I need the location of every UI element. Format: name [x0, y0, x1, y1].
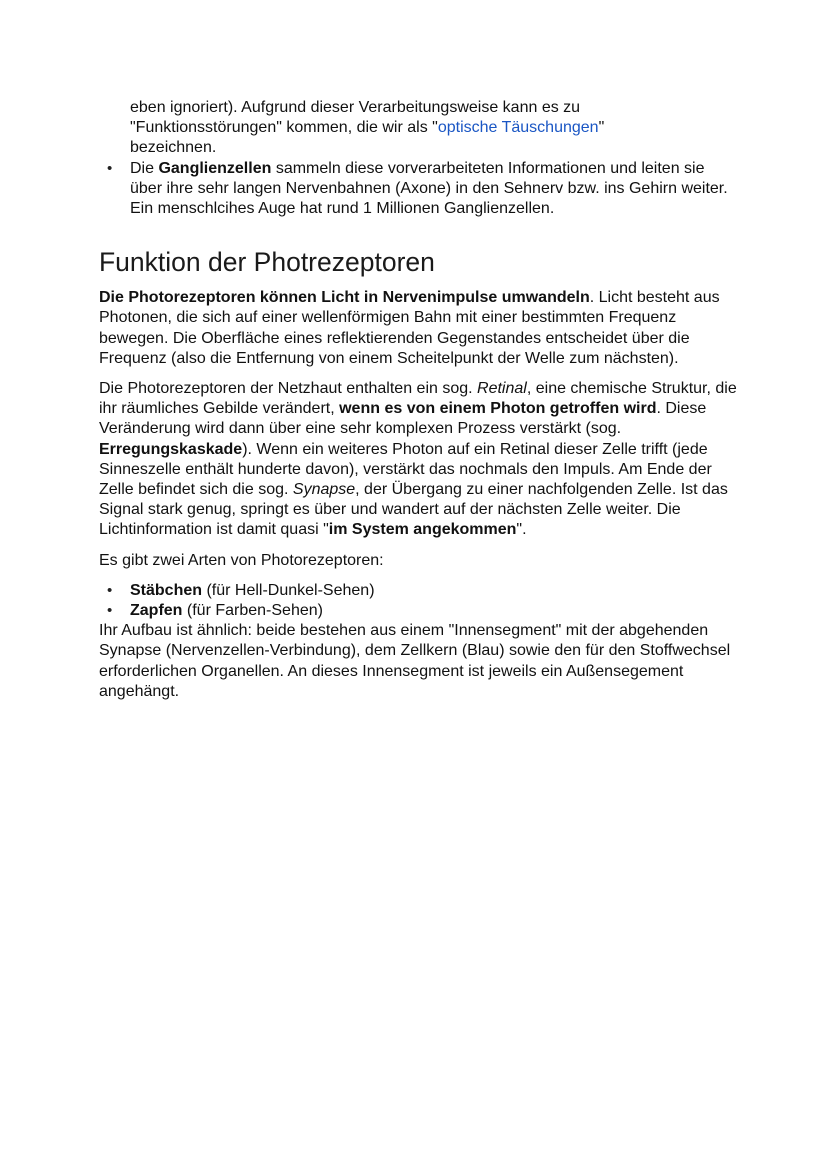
receptor-type-list: [99, 581, 739, 621]
list-item-ganglion-cells: • Die Ganglienzellen sammeln diese vorverarbeiteten Informationen und leiten sie über ihre sehr langen Nervenbahnen (Axone) in den Sehnerv bzw. ins Gehirn weiter. Ein menschlcihes Auge hat rund 1 Millionen Ganglienzellen.: [99, 159, 739, 220]
term-excitation-cascade: Erregungskaskade: [99, 440, 243, 458]
term-retinal: Retinal: [477, 380, 527, 398]
bold-statement: Die Photorezeptoren können Licht in Nervenimpulse umwandeln: [99, 289, 590, 307]
list-item-cones: • Zapfen (für Farben-Sehen): [99, 601, 739, 621]
optical-illusions-link[interactable]: optische Täuschungen: [437, 119, 599, 137]
bold-arrived-in-system: im System angekommen: [328, 521, 517, 539]
list-item-rods: • Stäbchen (für Hell-Dunkel-Sehen): [99, 581, 739, 601]
continued-line-1: eben ignoriert). Aufgrund dieser Verarbeitungsweise kann es zu: [130, 99, 581, 116]
paragraph-two-types: Es gibt zwei Arten von Photorezeptoren:: [99, 551, 384, 569]
paragraph-retinal: Die Photorezeptoren der Netzhaut enthalten ein sog. Retinal, eine chemische Struktur, die ihr räumliches Gebilde verändert, wenn es von einem Photon getroffen wird. Diese Veränderung wird dann über eine sehr komplexen Prozess verstärkt (sog. Erregungskaskade). Wenn ein weiteres Photon auf ein Retinal dieser Zelle trifft (jede Sinneszelle enthält hunderte davon), verstärkt das nochmals den Impuls. Am Ende der Zelle befindet sich die sog. Synapse, der Übergang zu einer nachfolgenden Zelle. Ist das Signal stark genug, springt es über und wandert auf der nächsten Zelle weiter. Die Lichtinformation ist damit quasi "im System angekommen".: [99, 380, 737, 539]
term-synapse: Synapse: [292, 481, 356, 499]
continued-line-3: bezeichnen.: [130, 139, 217, 157]
paragraph-photon-conversion: Die Photorezeptoren können Licht in Nervenimpulse umwandeln. Licht besteht aus Photonen, die sich auf einer wellenförmigen Bahn mit einer bestimmten Frequenz bewegen. Die Oberfläche eines reflektierenden Gegenstandes entscheidet über die Frequenz (also die Entfernung von einem Scheitelpunkt der Welle zum nächsten).: [99, 289, 720, 367]
section-heading: Funktion der Photrezeptoren: [99, 247, 435, 278]
continued-list-text: [130, 98, 739, 159]
bold-photon-hit: wenn es von einem Photon getroffen wird: [339, 400, 657, 418]
paragraph-structure: Ihr Aufbau ist ähnlich: beide bestehen aus einem "Innensegment" mit der abgehenden Synapse (Nervenzellen-Verbindung), dem Zellkern (Blau) sowie den für den Stoffwechsel erforderlichen Organellen. An dieses Innensegment ist jeweils ein Außensegement angehängt.: [99, 622, 731, 700]
continued-line-2-pre: "Funktionsstörungen" kommen, die wir als ": [130, 119, 438, 137]
ganglion-list: [99, 159, 739, 220]
term-cones: Zapfen: [130, 602, 183, 620]
term-ganglion-cells: Ganglienzellen: [158, 159, 272, 177]
term-rods: Stäbchen: [130, 581, 203, 599]
continued-line-2-post: ": [598, 119, 605, 137]
page-content: [99, 98, 739, 702]
